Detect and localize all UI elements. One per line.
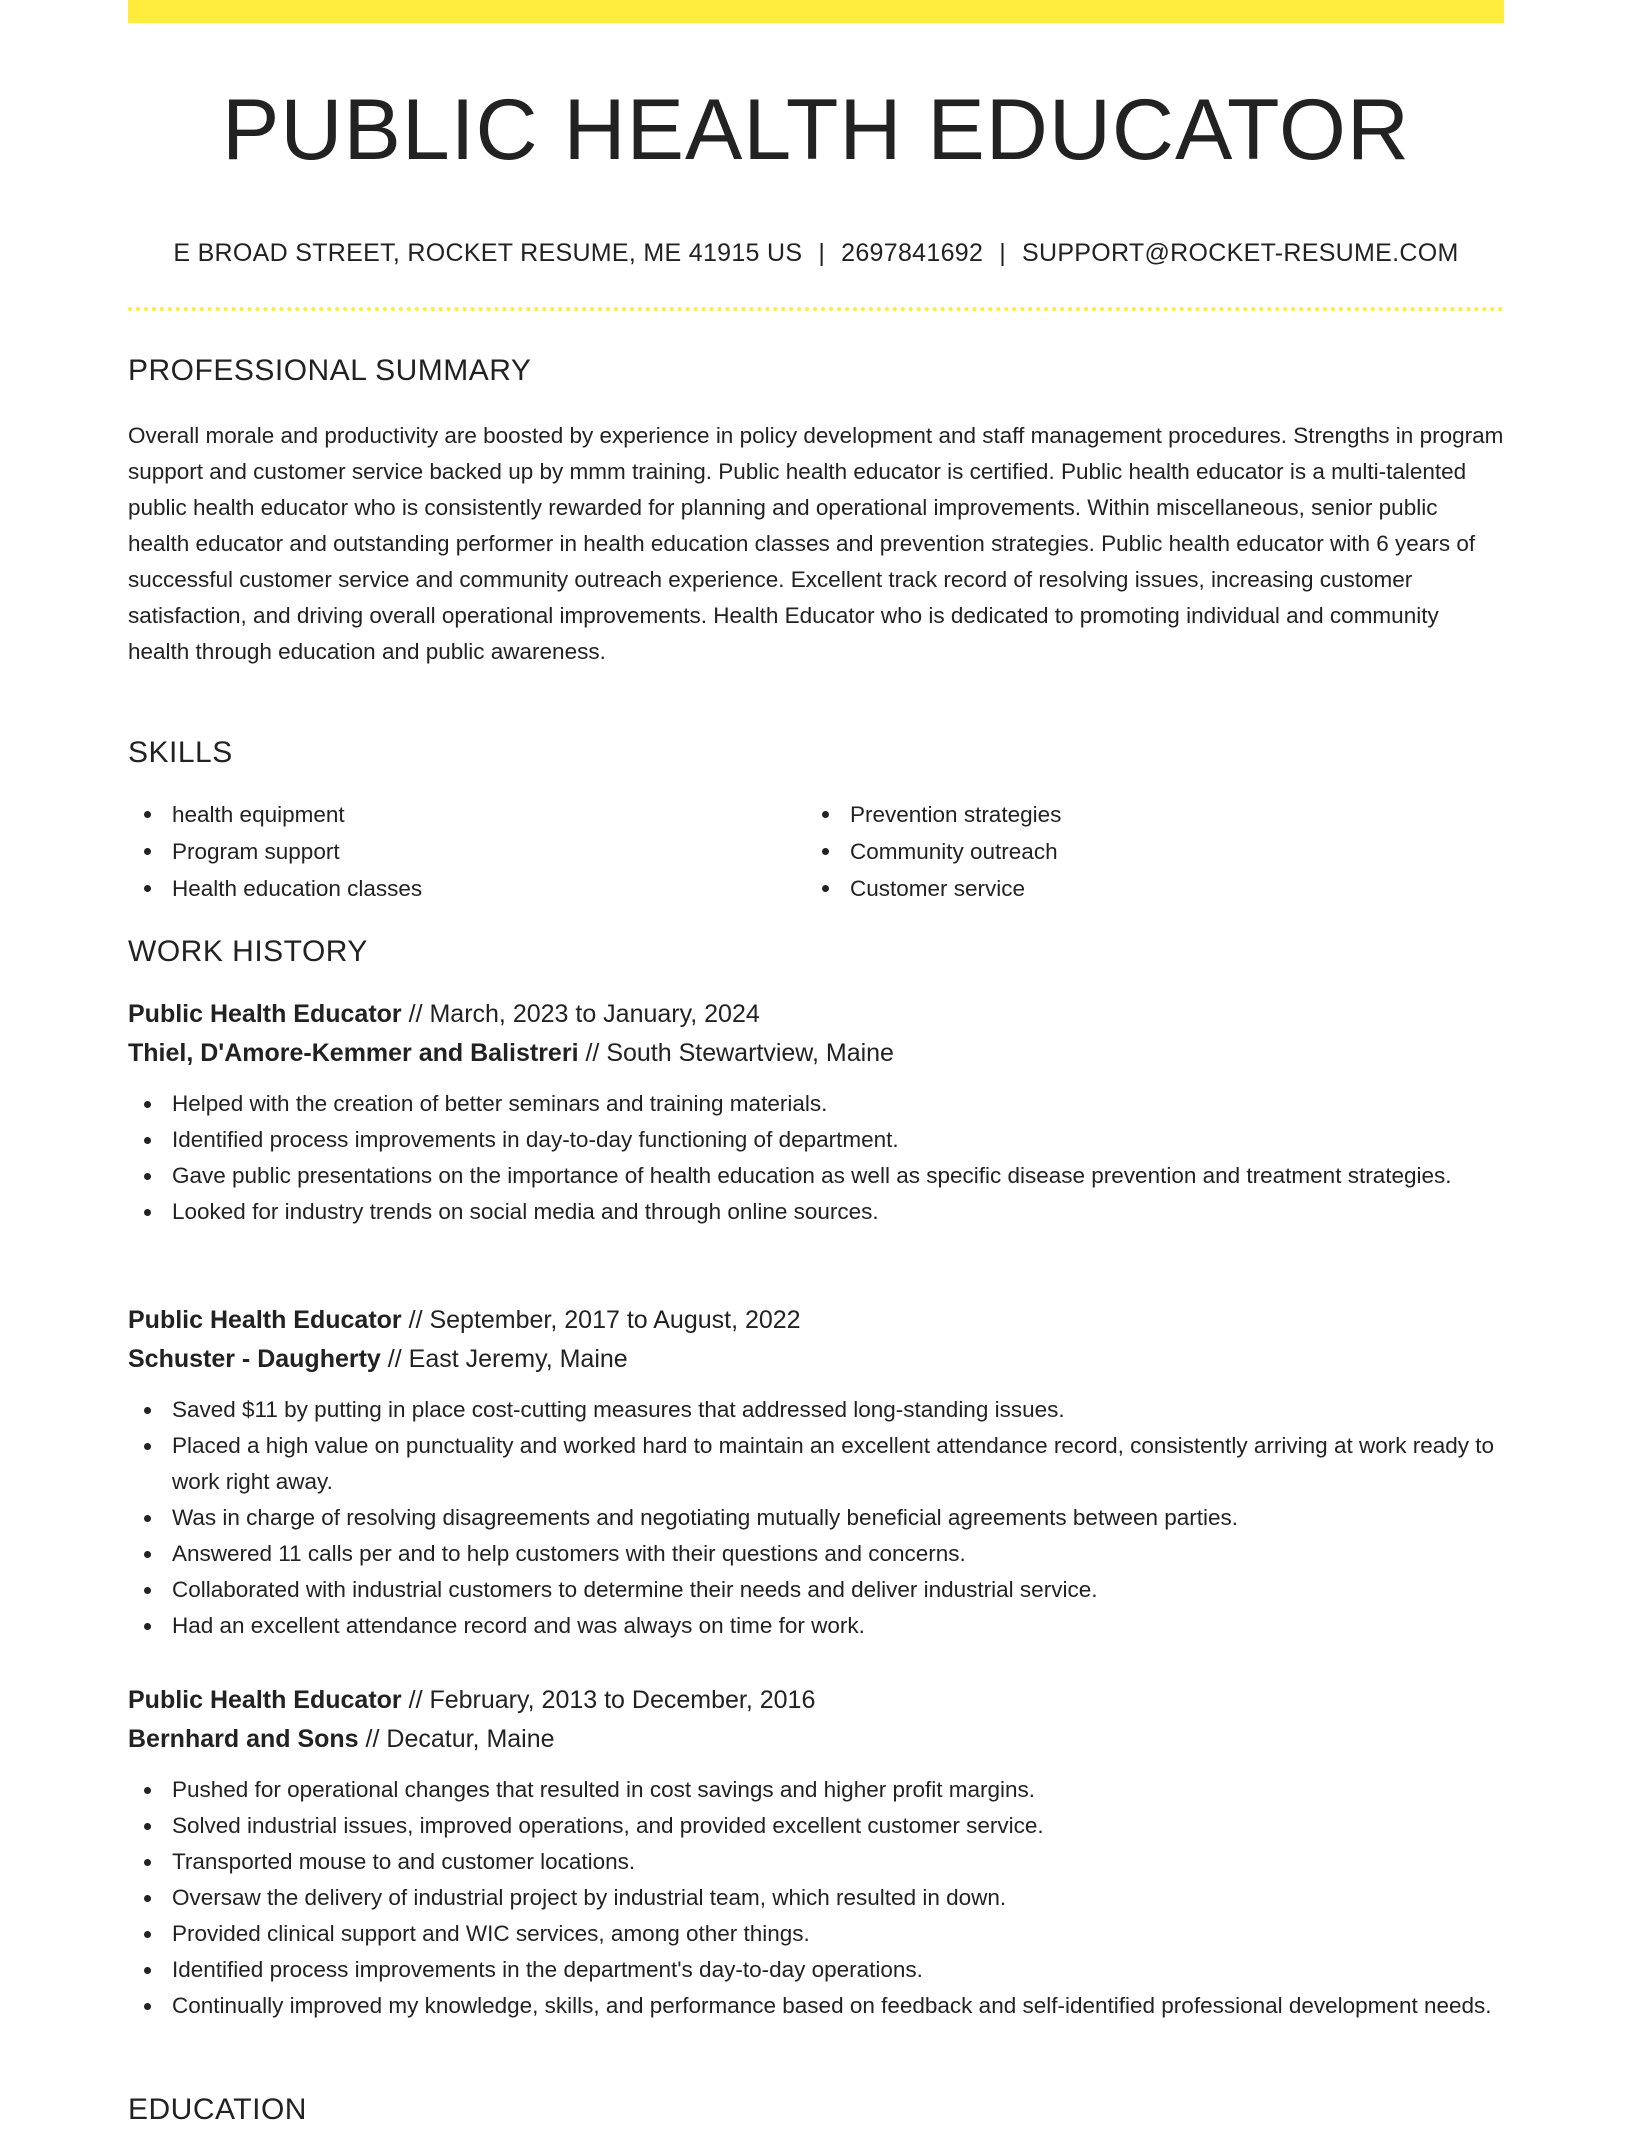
job-dates: September, 2017 to August, 2022 [429, 1306, 801, 1334]
list-item: Oversaw the delivery of industrial project by industrial team, which resulted in down. [128, 1880, 1504, 1916]
list-item: Saved $11 by putting in place cost-cutting measures that addressed long-standing issues. [128, 1392, 1504, 1428]
page-title: PUBLIC HEALTH EDUCATOR [222, 82, 1410, 178]
skills-column-left [128, 796, 788, 907]
job-bullets [128, 1392, 1504, 1644]
job-title: Public Health Educator [128, 1686, 402, 1714]
delimiter: // [401, 1306, 430, 1334]
job-title-line [128, 1301, 1504, 1340]
job-entry [128, 1681, 1504, 2024]
job-entry [128, 1301, 1504, 1644]
list-item: Helped with the creation of better seminars and training materials. [128, 1086, 1504, 1122]
list-item: Looked for industry trends on social media and through online sources. [128, 1194, 1504, 1230]
list-item: Solved industrial issues, improved operations, and provided excellent customer service. [128, 1808, 1504, 1844]
skill-item: Customer service [806, 870, 1466, 907]
job-company-line [128, 1340, 1504, 1379]
education-heading: EDUCATION [128, 2093, 307, 2126]
contact-separator: | [999, 239, 1006, 267]
delimiter: // [358, 1725, 387, 1753]
list-item: Continually improved my knowledge, skills, and performance based on feedback and self-identified professional development needs. [128, 1988, 1504, 2024]
job-location: South Stewartview, Maine [606, 1039, 894, 1067]
list-item: Was in charge of resolving disagreements and negotiating mutually beneficial agreements between parties. [128, 1500, 1504, 1536]
job-company-line [128, 1720, 1504, 1759]
summary-text: Overall morale and productivity are boosted by experience in policy development and staff management procedures. Strengths in program support and customer service backed up by mmm training. Public health educator is certified. Public health educator is a multi-talented public health educator who is consistently rewarded for planning and operational improvements. Within miscellaneous, senior public health educator and outstanding performer in health education classes and prevention strategies. Public health educator with 6 years of successful customer service and community outreach experience. Excellent track record of resolving issues, increasing customer satisfaction, and driving overall operational improvements. Health Educator who is dedicated to promoting individual and community health through education and public awareness. [128, 423, 1504, 664]
job-title: Public Health Educator [128, 1306, 402, 1334]
job-dates: February, 2013 to December, 2016 [429, 1686, 816, 1714]
contact-phone: 2697841692 [841, 239, 984, 267]
dotted-divider [128, 307, 1504, 311]
delimiter: // [380, 1345, 409, 1373]
list-item: Answered 11 calls per and to help customers with their questions and concerns. [128, 1536, 1504, 1572]
list-item: Identified process improvements in day-to-day functioning of department. [128, 1122, 1504, 1158]
list-item: Placed a high value on punctuality and worked hard to maintain an excellent attendance record, consistently arriving at work ready to work right away. [128, 1428, 1504, 1500]
skill-item: Program support [128, 833, 788, 870]
job-title: Public Health Educator [128, 1000, 402, 1028]
list-item: Provided clinical support and WIC services, among other things. [128, 1916, 1504, 1952]
skills-heading: SKILLS [128, 736, 233, 769]
delimiter: // [401, 1000, 430, 1028]
skill-item: health equipment [128, 796, 788, 833]
summary-heading: PROFESSIONAL SUMMARY [128, 354, 532, 387]
contact-email: SUPPORT@ROCKET-RESUME.COM [1021, 239, 1459, 267]
contact-address: E BROAD STREET, ROCKET RESUME, ME 41915 US [173, 239, 803, 267]
job-company: Thiel, D'Amore-Kemmer and Balistreri [128, 1039, 579, 1067]
list-item: Had an excellent attendance record and was always on time for work. [128, 1608, 1504, 1644]
delimiter: // [401, 1686, 430, 1714]
list-item: Identified process improvements in the department's day-to-day operations. [128, 1952, 1504, 1988]
job-company-line [128, 1034, 1504, 1073]
contact-separator: | [818, 239, 826, 267]
job-location: Decatur, Maine [386, 1725, 555, 1753]
skill-item: Community outreach [806, 833, 1466, 870]
job-title-line [128, 995, 1504, 1034]
job-location: East Jeremy, Maine [408, 1345, 628, 1373]
list-item: Gave public presentations on the importance of health education as well as specific disease prevention and treatment strategies. [128, 1158, 1504, 1194]
job-company: Bernhard and Sons [128, 1725, 359, 1753]
job-bullets [128, 1086, 1504, 1230]
skills-column-right [806, 796, 1466, 907]
job-bullets [128, 1772, 1504, 2024]
contact-line [128, 236, 1504, 270]
job-company: Schuster - Daugherty [128, 1345, 381, 1373]
list-item: Transported mouse to and customer locations. [128, 1844, 1504, 1880]
list-item: Pushed for operational changes that resulted in cost savings and higher profit margins. [128, 1772, 1504, 1808]
delimiter: // [578, 1039, 607, 1067]
job-dates: March, 2023 to January, 2024 [429, 1000, 760, 1028]
skill-item: Prevention strategies [806, 796, 1466, 833]
work-history-heading: WORK HISTORY [128, 935, 368, 968]
job-title-line [128, 1681, 1504, 1720]
list-item: Collaborated with industrial customers to determine their needs and deliver industrial service. [128, 1572, 1504, 1608]
job-entry [128, 995, 1504, 1230]
accent-top-bar [128, 0, 1504, 23]
skill-item: Health education classes [128, 870, 788, 907]
